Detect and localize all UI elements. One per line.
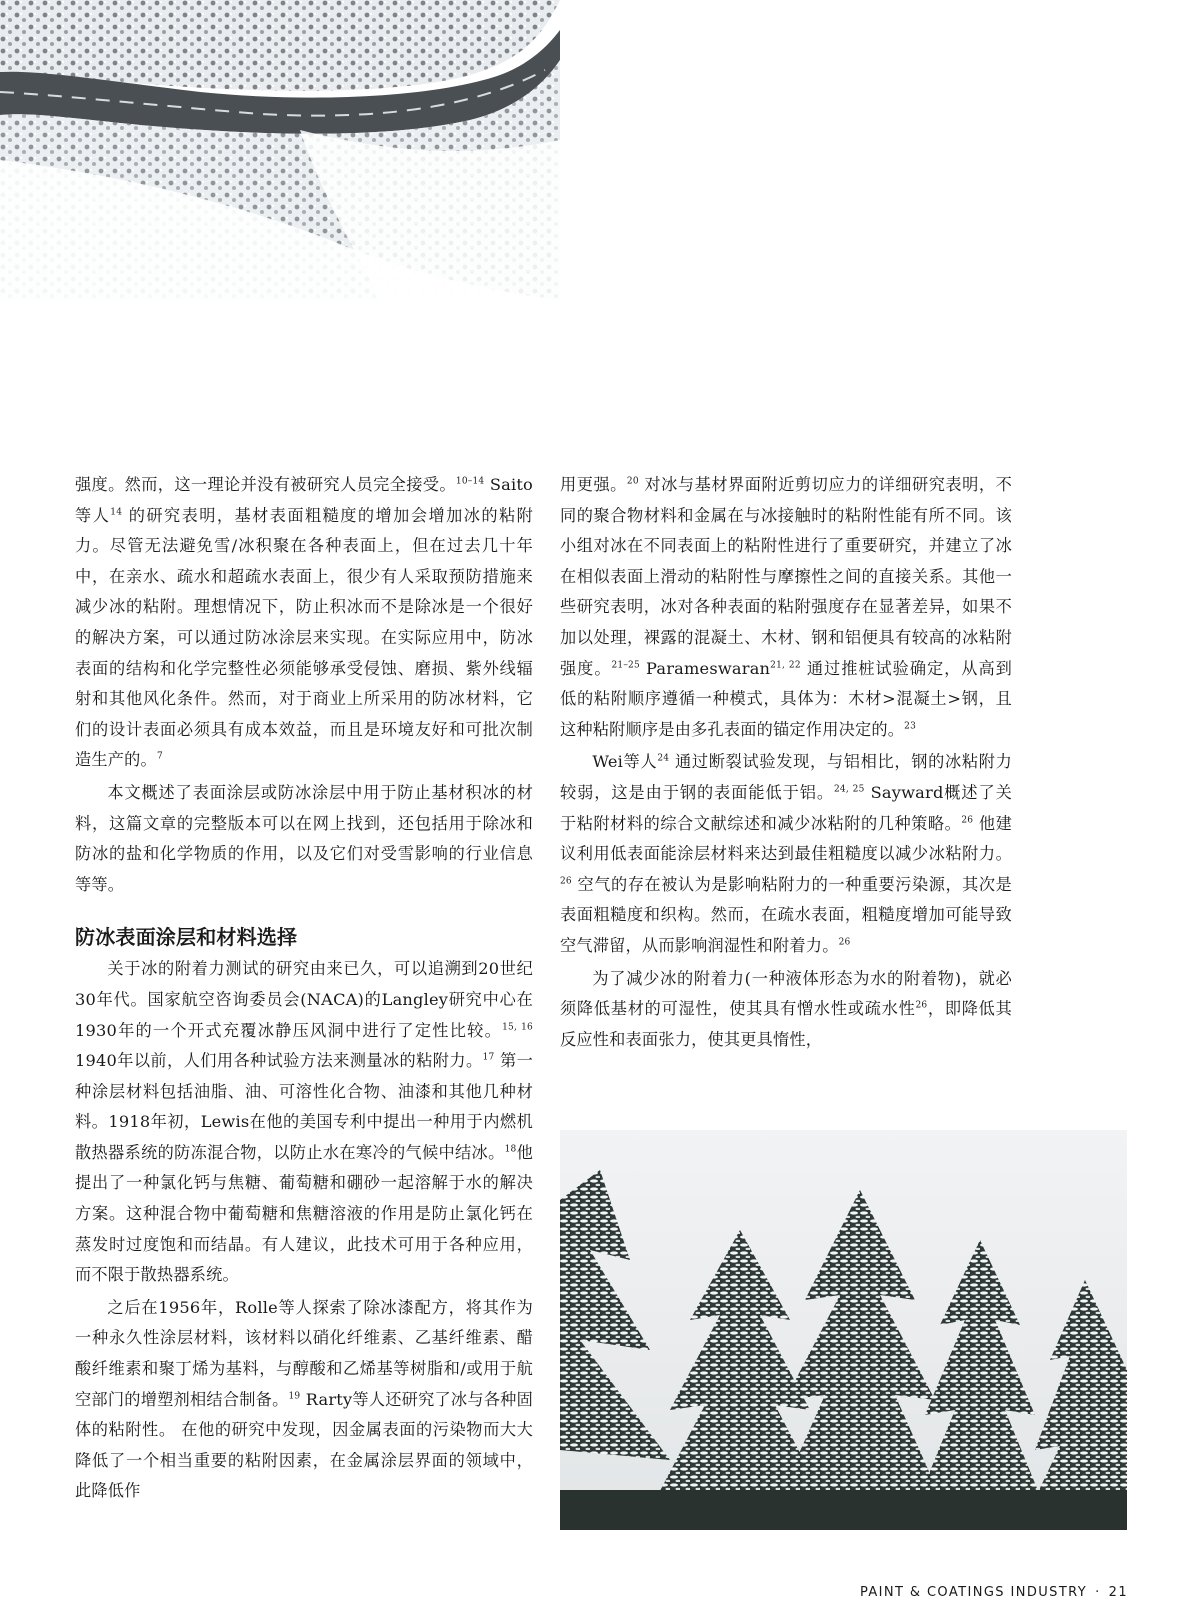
paragraph: 本文概述了表面涂层或防冰涂层中用于防止基材积冰的材料，这篇文章的完整版本可以在网上找到，还包括用于除冰和防冰的盐和化学物质的作用，以及它们对受雪影响的行业信息等等。 xyxy=(75,782,533,894)
snowy-road-photo xyxy=(0,0,560,300)
page-number: 21 xyxy=(1108,1585,1128,1600)
paragraph: Wei等人$^{24}$ 通过断裂试验发现，与铝相比，钢的冰粘附力较弱，这是由于钢的表面能低于铝。$^{24, 25}$ Sayward概述了关于粘附材料的综合文献综述和减少冰粘附的几种策略。$^{26}$ 他建议利用低表面能涂层材料来达到最佳粗糙度以减少冰粘附力。$^{26}$ 空气的存在被认为是影响粘附力的一种重要污染源，其次是表面粗糙度和织构。然而，在疏水表面，粗糙度增加可能导致空气滞留，从而影响润湿性和附着力。$^{26}$ xyxy=(560,752,1012,955)
paragraph: 之后在1956年，Rolle等人探索了除冰漆配方，将其作为一种永久性涂层材料，该材料以硝化纤维素、乙基纤维素、醋酸纤维素和聚丁烯为基料，与醇酸和乙烯基等树脂和/或用于航空部门的增塑剂相结合制备。$^{19}$ Rarty等人还研究了冰与各种固体的粘附性。 在他的研究中发现，因金属表面的污染物而大大降低了一个相当重要的粘附因素，在金属涂层界面的领域中，此降低作 xyxy=(75,1297,533,1501)
paragraph: 强度。然而，这一理论并没有被研究人员完全接受。$^{10-14}$ Saito等人$^{14}$ 的研究表明，基材表面粗糙度的增加会增加冰的粘附力。尽管无法避免雪/冰积聚在各种表面上，但在过去几十年中，在亲水、疏水和超疏水表面上，很少有人采取预防措施来减少冰的粘附。理想情况下，防止积冰而不是除冰是一个很好的解决方案，可以通过防冰涂层来实现。在实际应用中，防冰表面的结构和化学完整性必须能够承受侵蚀、磨损、紫外线辐射和其他风化条件。然而，对于商业上所采用的防冰材料，它们的设计表面必须具有成本效益，而且是环境友好和可批次制造生产的。$^7$ xyxy=(75,475,533,770)
page-footer xyxy=(860,1585,1128,1600)
paragraph: 关于冰的附着力测试的研究由来已久，可以追溯到20世纪30年代。国家航空咨询委员会(NACA)的Langley研究中心在1930年的一个开式充覆冰静压风洞中进行了定性比较。$^{15, 16}$ 1940年以前，人们用各种试验方法来测量冰的粘附力。$^{17}$ 第一种涂层材料包括油脂、油、可溶性化合物、油漆和其他几种材料。1918年初，Lewis在他的美国专利中提出一种用于内燃机散热器系统的防冻混合物，以防止水在寒冷的气候中结冰。$^{18}$他提出了一种氯化钙与焦糖、葡萄糖和硼砂一起溶解于水的解决方案。这种混合物中葡萄糖和焦糖溶液的作用是防止氯化钙在蒸发时过度饱和而结晶。有人建议，此技术可用于各种应用，而不限于散热器系统。 xyxy=(75,959,533,1285)
section-heading: 防冰表面涂层和材料选择 xyxy=(75,925,298,950)
left-column xyxy=(75,470,533,1507)
right-column xyxy=(560,470,1012,1055)
separator: · xyxy=(1095,1585,1101,1600)
publication-name: PAINT & COATINGS INDUSTRY xyxy=(859,1585,1088,1600)
snowy-trees-photo xyxy=(560,1130,1127,1530)
paragraph: 为了减少冰的附着力(一种液体形态为水的附着物)，就必须降低基材的可湿性，使其具有憎水性或疏水性$^{26}$，即降低其反应性和表面张力，使其更具惰性， xyxy=(560,968,1013,1049)
paragraph: 用更强。$^{20}$ 对冰与基材界面附近剪切应力的详细研究表明，不同的聚合物材料和金属在与冰接触时的粘附性能有所不同。该小组对冰在不同表面上的粘附性进行了重要研究，并建立了冰在相似表面上滑动的粘附性与摩擦性之间的直接关系。其他一些研究表明，冰对各种表面的粘附强度存在显著差异，如果不加以处理，裸露的混凝土、木材、钢和铝便具有较高的冰粘附强度。$^{21-25}$ Parameswaran$^{21, 22}$ 通过推桩试验确定，从高到低的粘附顺序遵循一种模式，具体为：木材>混凝土>钢，且这种粘附顺序是由多孔表面的锚定作用决定的。$^{23}$ xyxy=(560,475,1013,739)
